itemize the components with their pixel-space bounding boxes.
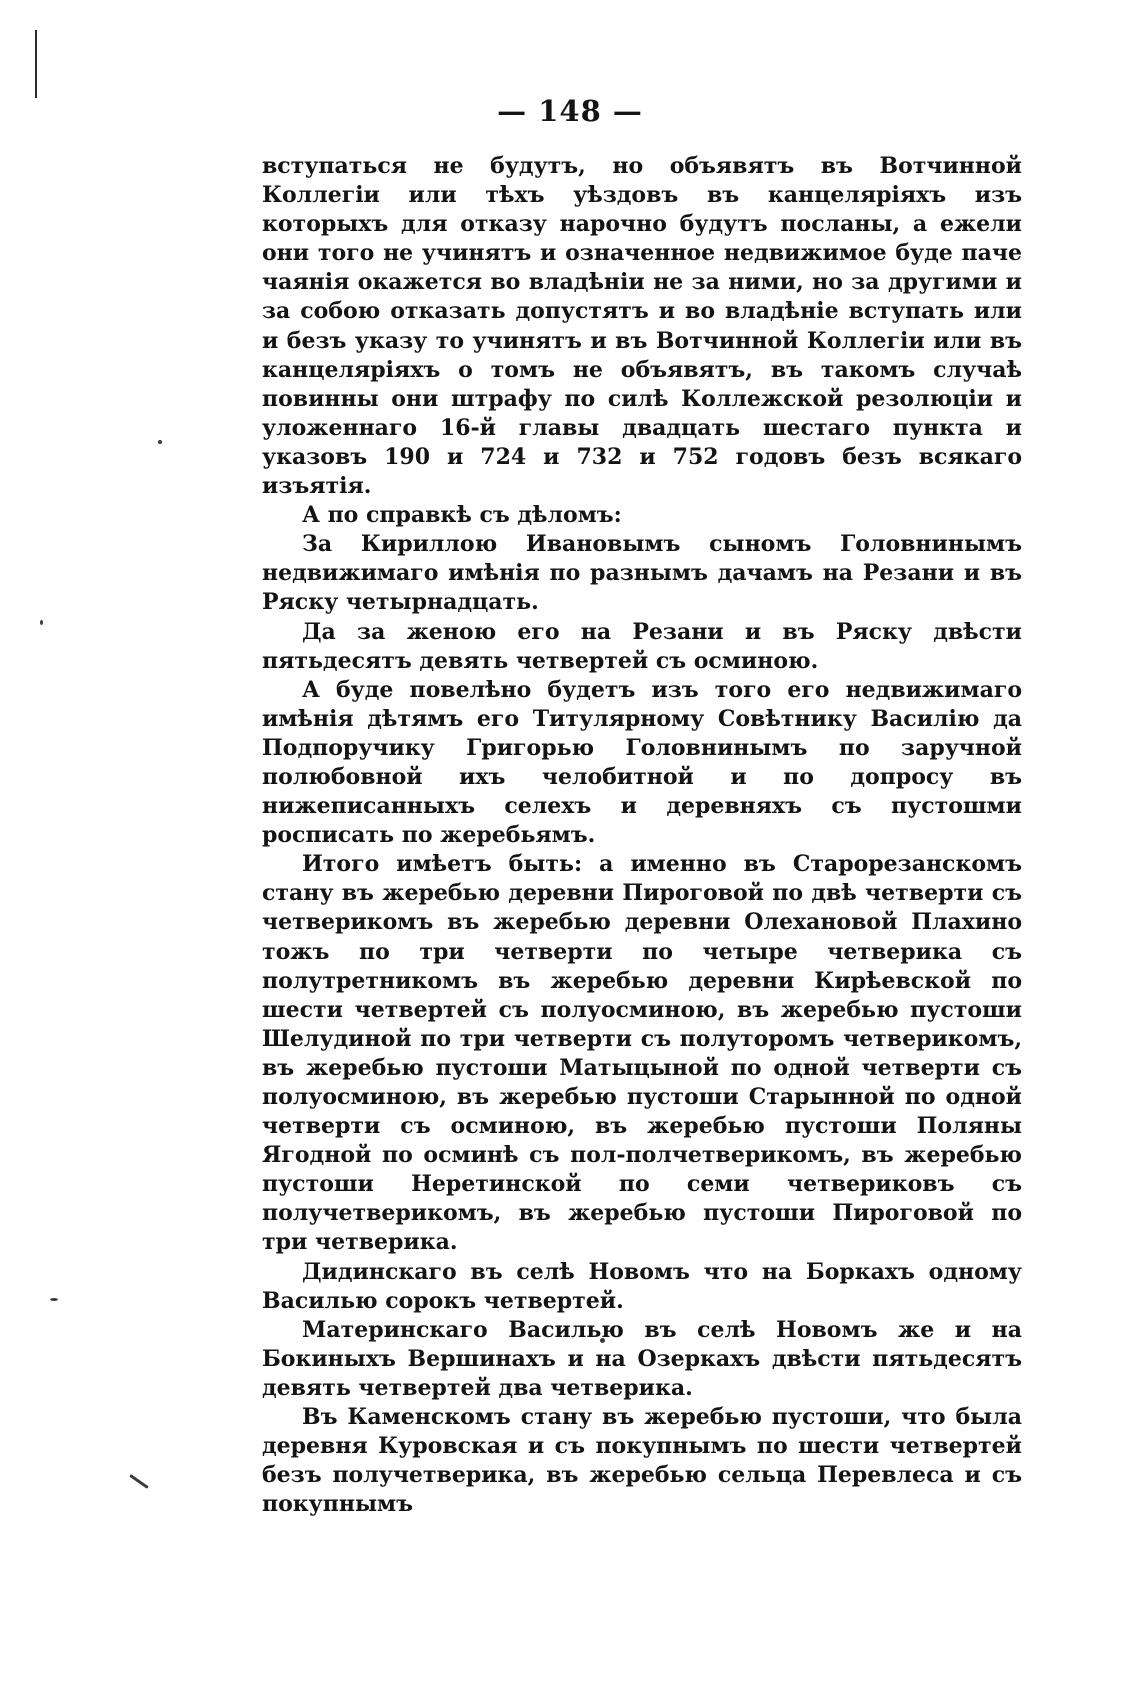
paragraph: вступаться не будутъ, но объявятъ въ Вотчинной Коллегiи или тѣхъ уѣздовъ въ канцеляріяхъ изъ которыхъ для отказу нарочно будутъ посланы, а ежели они того не учинятъ и означенное недвижимое буде паче чаянія окажется во владѣніи не за ними, но за другими и за собою отказать допустятъ и во владѣніе вступать или и безъ указу то учинятъ и въ Вотчинной Коллегiи или въ канцеляріяхъ о томъ не объявятъ, въ такомъ случаѣ повинны они штрафу по силѣ Коллежской резолюціи и уложеннаго 16-й главы двадцать шестаго пункта и указовъ 190 и 724 и 732 и 752 годовъ безъ всякаго изъятія. bbox=[262, 153, 1022, 500]
paragraph: Дидинскаго въ селѣ Новомъ что на Боркахъ одному Василью сорокъ четвертей. bbox=[262, 1258, 1022, 1314]
paragraph: А по справкѣ съ дѣломъ: bbox=[302, 502, 622, 529]
speck bbox=[129, 1474, 149, 1489]
text-block bbox=[262, 152, 1022, 1519]
speck bbox=[40, 620, 43, 625]
speck bbox=[50, 1298, 58, 1301]
page-number: — 148 — bbox=[497, 94, 643, 128]
paragraph: Въ Каменскомъ стану въ жеребью пустоши, что была деревня Куровская и съ покупнымъ по шести четвертей безъ получетверика, въ жеребью сельца Перевлеса и съ покупнымъ bbox=[262, 1404, 1022, 1518]
paragraph: За Кириллою Ивановымъ сыномъ Головнинымъ недвижимаго имѣнія по разнымъ дачамъ на Резани и въ Ряску четырнадцать. bbox=[262, 531, 1022, 616]
paragraph: Материнскаго Василью въ селѣ Новомъ же и на Бокиныхъ Вершинахъ и на Озеркахъ двѣсти пятьдесятъ девять четвертей два четверика. bbox=[262, 1316, 1022, 1401]
paragraph: Да за женою его на Резани и въ Ряску двѣсти пятьдесятъ девять четвертей съ осминою. bbox=[262, 618, 1022, 674]
paragraph: А буде повелѣно будетъ изъ того его недвижимаго имѣнія дѣтямъ его Титулярному Совѣтнику Василію да Подпоручику Григорью Головнинымъ по заручной полюбовной ихъ челобитной и по допросу въ нижеписанныхъ селехъ и деревняхъ съ пустошми росписать по жеребьямъ. bbox=[262, 676, 1022, 849]
speck bbox=[158, 440, 162, 444]
paragraph: Итого имѣетъ быть: а именно въ Старорезанскомъ стану въ жеребью деревни Пироговой по двѣ четверти съ четверикомъ въ жеребью деревни Олехановой Плахино тожъ по три четверти по четыре четверика съ полутретникомъ въ жеребью деревни Кирѣевской по шести четвертей съ полуосминою, въ жеребью пустоши Шелудиной по три четверти съ полуторомъ четверикомъ, въ жеребью пустоши Матыцыной по одной четверти съ полуосминою, въ жеребью пустоши Старынной по одной четверти съ осминою, въ жеребью пустоши Поляны Ягодной по осминѣ съ пол-полчетверикомъ, въ жеребью пустоши Неретинской по семи четвериковъ съ получетверикомъ, въ жеребью пустоши Пироговой по три четверика. bbox=[262, 851, 1022, 1256]
margin-line bbox=[35, 30, 37, 98]
